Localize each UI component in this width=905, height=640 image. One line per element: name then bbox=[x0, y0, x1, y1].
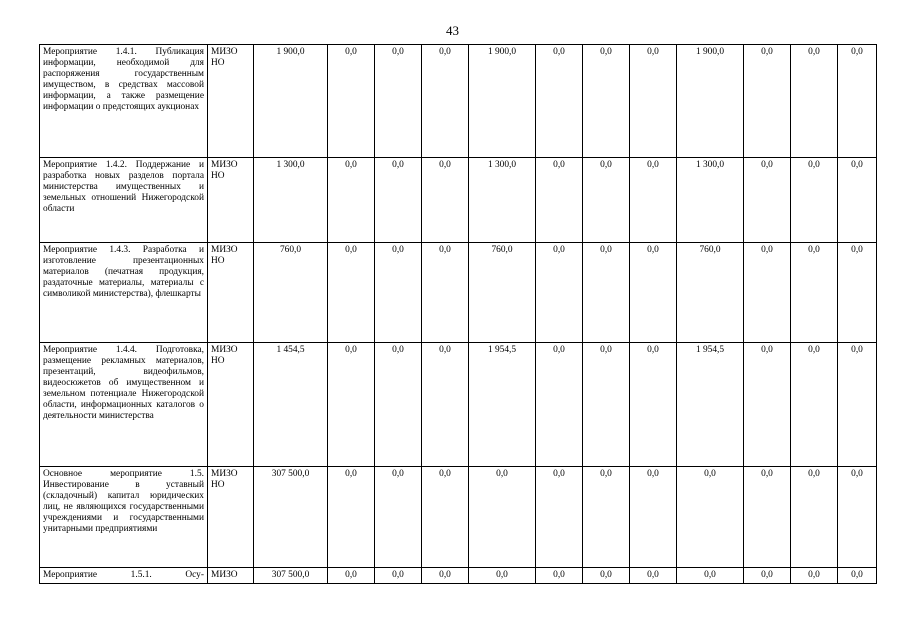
value-cell: 0,0 bbox=[328, 158, 375, 243]
value-cell: 0,0 bbox=[583, 45, 630, 158]
row-description: Основное мероприятие 1.5. Инвестирование в уставный (складочный) капитал юридических лиц, не являющихся государственными учреждениями и государственными унитарными предприятиями bbox=[40, 467, 208, 568]
value-cell: 0,0 bbox=[744, 467, 791, 568]
row-description: Мероприятие 1.4.2. Поддержание и разработка новых разделов портала министерства имущественных и земельных отношений Нижегородской области bbox=[40, 158, 208, 243]
value-cell: 0,0 bbox=[328, 343, 375, 467]
value-cell: 0,0 bbox=[630, 158, 677, 243]
value-cell: 307 500,0 bbox=[254, 467, 328, 568]
value-cell: 0,0 bbox=[838, 343, 877, 467]
value-cell: 0,0 bbox=[744, 45, 791, 158]
value-cell: 0,0 bbox=[744, 158, 791, 243]
value-cell: 0,0 bbox=[838, 158, 877, 243]
row-executor: МИЗО НО bbox=[208, 158, 254, 243]
value-cell: 0,0 bbox=[744, 343, 791, 467]
value-cell: 0,0 bbox=[677, 467, 744, 568]
value-cell: 0,0 bbox=[328, 243, 375, 343]
value-cell: 0,0 bbox=[536, 343, 583, 467]
value-cell: 307 500,0 bbox=[254, 568, 328, 584]
value-cell: 1 954,5 bbox=[677, 343, 744, 467]
page-number: 43 bbox=[446, 23, 459, 38]
table-row bbox=[40, 343, 877, 467]
value-cell: 0,0 bbox=[630, 243, 677, 343]
value-cell: 0,0 bbox=[536, 568, 583, 584]
value-cell: 760,0 bbox=[254, 243, 328, 343]
table-row bbox=[40, 243, 877, 343]
value-cell: 1 300,0 bbox=[254, 158, 328, 243]
value-cell: 0,0 bbox=[791, 158, 838, 243]
value-cell: 0,0 bbox=[838, 243, 877, 343]
value-cell: 0,0 bbox=[375, 467, 422, 568]
value-cell: 0,0 bbox=[744, 243, 791, 343]
value-cell: 1 954,5 bbox=[469, 343, 536, 467]
value-cell: 0,0 bbox=[422, 45, 469, 158]
table-body bbox=[40, 45, 877, 584]
value-cell: 0,0 bbox=[583, 568, 630, 584]
value-cell: 0,0 bbox=[375, 243, 422, 343]
value-cell: 760,0 bbox=[469, 243, 536, 343]
value-cell: 1 300,0 bbox=[677, 158, 744, 243]
value-cell: 0,0 bbox=[375, 45, 422, 158]
value-cell: 0,0 bbox=[422, 343, 469, 467]
value-cell: 0,0 bbox=[583, 243, 630, 343]
row-executor: МИЗО НО bbox=[208, 45, 254, 158]
value-cell: 0,0 bbox=[422, 243, 469, 343]
value-cell: 1 900,0 bbox=[677, 45, 744, 158]
value-cell: 0,0 bbox=[536, 158, 583, 243]
value-cell: 0,0 bbox=[791, 343, 838, 467]
row-executor: МИЗО НО bbox=[208, 343, 254, 467]
table-row bbox=[40, 467, 877, 568]
value-cell: 0,0 bbox=[791, 568, 838, 584]
value-cell: 0,0 bbox=[583, 158, 630, 243]
value-cell: 0,0 bbox=[677, 568, 744, 584]
table-row bbox=[40, 568, 877, 584]
row-description: Мероприятие 1.5.1. Осу- bbox=[40, 568, 208, 584]
value-cell: 0,0 bbox=[791, 243, 838, 343]
value-cell: 0,0 bbox=[791, 45, 838, 158]
value-cell: 0,0 bbox=[838, 45, 877, 158]
budget-table bbox=[39, 44, 877, 584]
value-cell: 0,0 bbox=[422, 467, 469, 568]
value-cell: 0,0 bbox=[838, 467, 877, 568]
value-cell: 0,0 bbox=[744, 568, 791, 584]
value-cell: 0,0 bbox=[375, 568, 422, 584]
value-cell: 0,0 bbox=[422, 158, 469, 243]
value-cell: 0,0 bbox=[630, 467, 677, 568]
value-cell: 0,0 bbox=[838, 568, 877, 584]
value-cell: 0,0 bbox=[375, 343, 422, 467]
value-cell: 0,0 bbox=[630, 568, 677, 584]
row-executor: МИЗО bbox=[208, 568, 254, 584]
value-cell: 0,0 bbox=[328, 467, 375, 568]
value-cell: 0,0 bbox=[791, 467, 838, 568]
row-executor: МИЗО НО bbox=[208, 243, 254, 343]
row-description: Мероприятие 1.4.3. Разработка и изготовление презентационных материалов (печатная продукция, раздаточные материалы, материалы с символикой министерства), флешкарты bbox=[40, 243, 208, 343]
value-cell: 0,0 bbox=[328, 568, 375, 584]
row-description: Мероприятие 1.4.4. Подготовка, размещение рекламных материалов, презентаций, видеофильмов, видеосюжетов об имущественном и земельном потенциале Нижегородской области, информационных каталогов о деятельности министерства bbox=[40, 343, 208, 467]
value-cell: 0,0 bbox=[536, 467, 583, 568]
value-cell: 0,0 bbox=[583, 343, 630, 467]
value-cell: 0,0 bbox=[375, 158, 422, 243]
value-cell: 0,0 bbox=[469, 467, 536, 568]
value-cell: 0,0 bbox=[630, 343, 677, 467]
value-cell: 0,0 bbox=[536, 243, 583, 343]
table-row bbox=[40, 158, 877, 243]
value-cell: 1 454,5 bbox=[254, 343, 328, 467]
table-row bbox=[40, 45, 877, 158]
value-cell: 1 900,0 bbox=[254, 45, 328, 158]
value-cell: 0,0 bbox=[583, 467, 630, 568]
value-cell: 0,0 bbox=[630, 45, 677, 158]
row-executor: МИЗО НО bbox=[208, 467, 254, 568]
value-cell: 1 900,0 bbox=[469, 45, 536, 158]
row-description: Мероприятие 1.4.1. Публикация информации, необходимой для распоряжения государственным имуществом, в средствах массовой информации, а также размещение информации о предстоящих аукционах bbox=[40, 45, 208, 158]
value-cell: 0,0 bbox=[422, 568, 469, 584]
value-cell: 0,0 bbox=[536, 45, 583, 158]
value-cell: 1 300,0 bbox=[469, 158, 536, 243]
value-cell: 0,0 bbox=[328, 45, 375, 158]
value-cell: 760,0 bbox=[677, 243, 744, 343]
value-cell: 0,0 bbox=[469, 568, 536, 584]
